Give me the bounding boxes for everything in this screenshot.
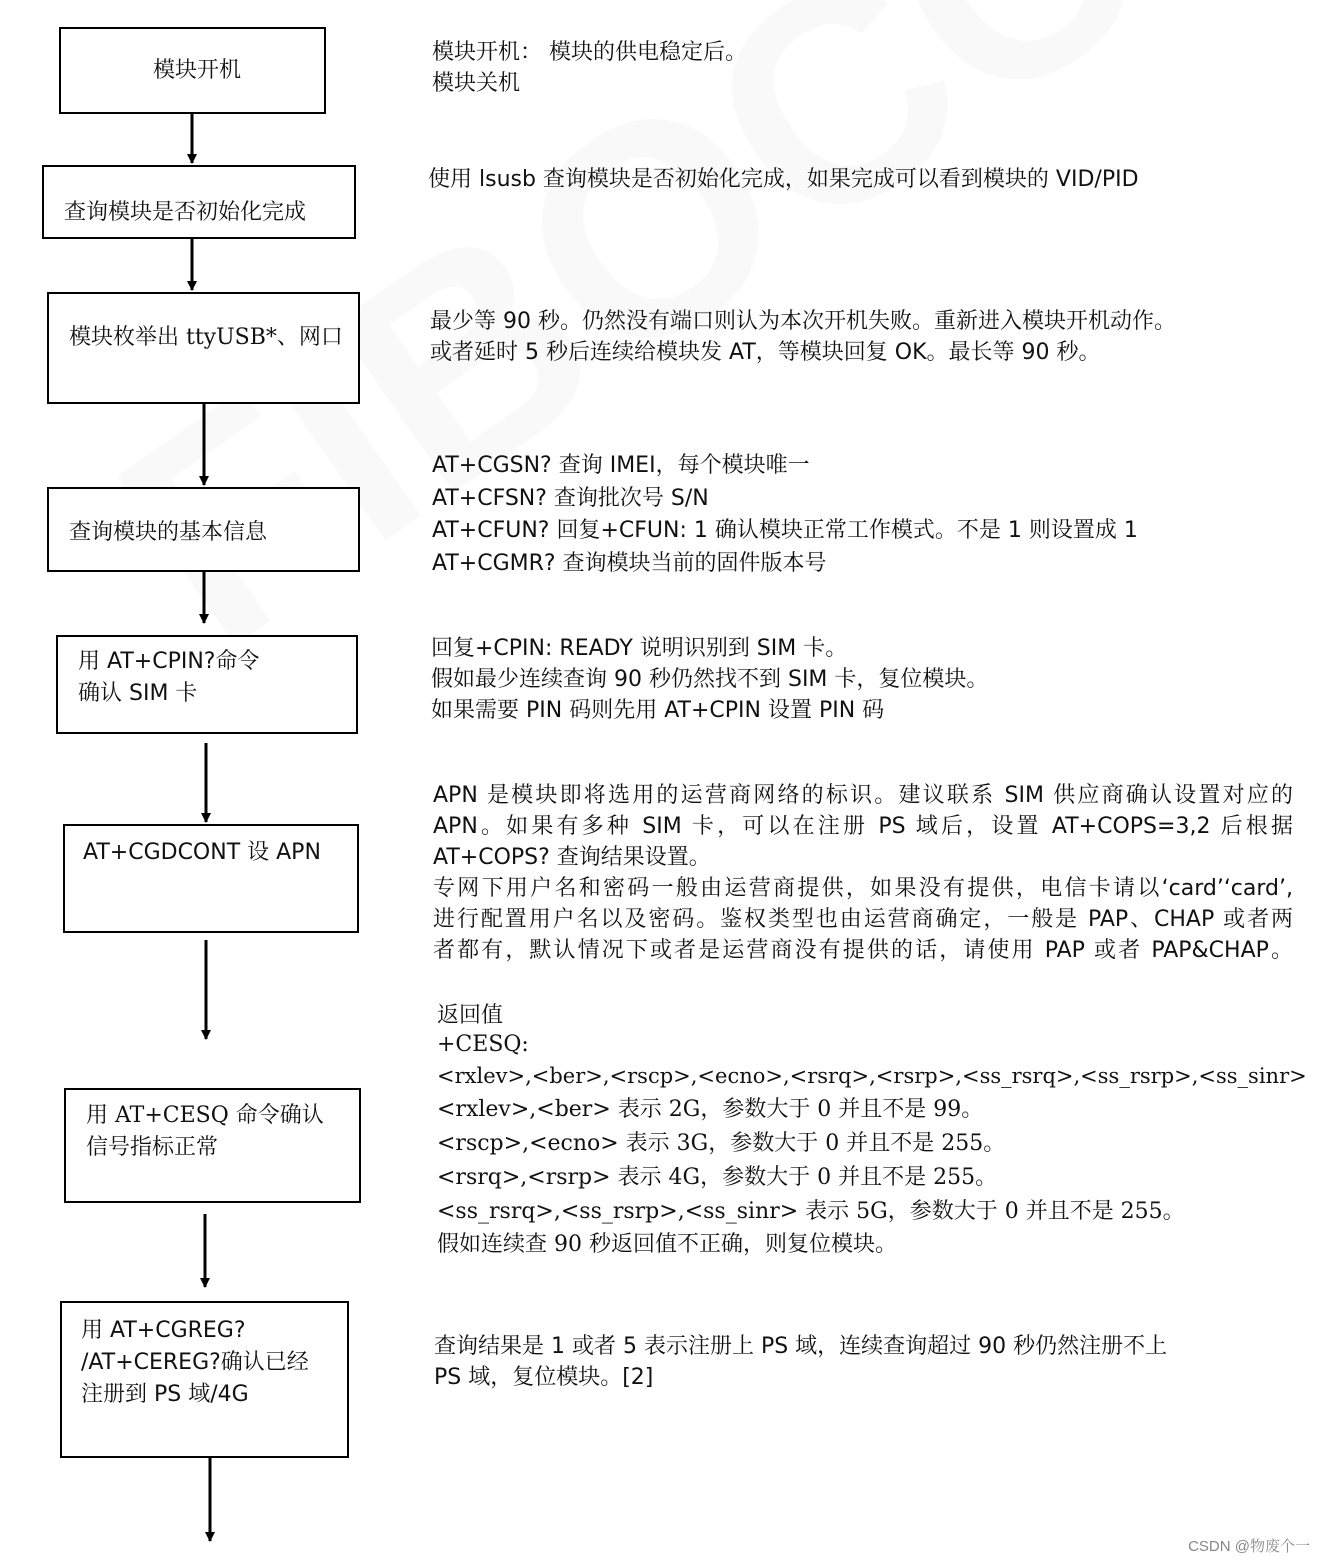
step-box-init-check bbox=[42, 165, 356, 239]
note-line: 最少等 90 秒。仍然没有端口则认为本次开机失败。重新进入模块开机动作。 bbox=[430, 309, 1176, 334]
step-box-signal-check bbox=[64, 1088, 361, 1203]
step-box-label: 查询模块是否初始化完成 bbox=[64, 200, 307, 225]
note-power-on bbox=[432, 37, 747, 99]
note-line: <rscp>,<ecno> 表示 3G，参数大于 0 并且不是 255。 bbox=[437, 1131, 1006, 1156]
step-box-label: 模块开机 bbox=[153, 58, 242, 83]
step-box-label: 确认 SIM 卡 bbox=[78, 681, 198, 706]
note-line: <rxlev>,<ber>,<rscp>,<ecno>,<rsrq>,<rsrp>,<ss_rsrq>,<ss_rsrp>,<ss_sinr> bbox=[437, 1064, 1307, 1088]
note-init-check bbox=[428, 164, 1139, 195]
note-line: 模块关机 bbox=[432, 71, 521, 96]
note-line: 者都有，默认情况下或者是运营商没有提供的话，请使用 PAP 或者 PAP&CHAP。 bbox=[433, 938, 1293, 963]
note-line: APN 是模块即将选用的运营商网络的标识。建议联系 SIM 供应商确认设置对应的 bbox=[433, 783, 1293, 808]
note-registration-check bbox=[434, 1331, 1167, 1393]
note-line: 如果需要 PIN 码则先用 AT+CPIN 设置 PIN 码 bbox=[431, 698, 885, 723]
note-line: AT+CFSN? 查询批次号 S/N bbox=[432, 485, 709, 511]
step-box-label: 用 AT+CGREG? bbox=[81, 1318, 246, 1343]
note-line: <rsrq>,<rsrp> 表示 4G，参数大于 0 并且不是 255。 bbox=[437, 1165, 998, 1190]
note-line: 进行配置用户名以及密码。鉴权类型也由运营商确定，一般是 PAP、CHAP 或者两 bbox=[433, 907, 1293, 932]
step-box-basic-info bbox=[47, 487, 360, 572]
note-line: AT+COPS? 查询结果设置。 bbox=[433, 845, 711, 870]
note-line: 回复+CPIN: READY 说明识别到 SIM 卡。 bbox=[431, 636, 848, 661]
note-line: 专网下用户名和密码一般由运营商提供，如果没有提供，电信卡请以‘card’‘card’, bbox=[433, 876, 1293, 901]
note-line: APN。如果有多种 SIM 卡，可以在注册 PS 域后，设置 AT+COPS=3,2 后根据 bbox=[433, 814, 1293, 839]
note-set-apn bbox=[433, 780, 1293, 966]
note-line: AT+CGSN? 查询 IMEI，每个模块唯一 bbox=[432, 453, 810, 478]
note-sim-check bbox=[431, 633, 988, 726]
note-line: 或者延时 5 秒后连续给模块发 AT，等模块回复 OK。最长等 90 秒。 bbox=[430, 340, 1101, 365]
note-line: 返回值 bbox=[437, 1003, 504, 1028]
step-box-label: 模块枚举出 ttyUSB*、网口 bbox=[69, 325, 343, 350]
note-line: AT+CGMR? 查询模块当前的固件版本号 bbox=[432, 550, 827, 576]
note-line: <rxlev>,<ber> 表示 2G，参数大于 0 并且不是 99。 bbox=[437, 1097, 984, 1122]
step-box-enumerate-ports bbox=[47, 292, 360, 404]
step-box-label: 信号指标正常 bbox=[86, 1135, 219, 1160]
note-line: 模块开机： 模块的供电稳定后。 bbox=[432, 40, 747, 65]
note-basic-info bbox=[432, 450, 1138, 580]
note-line: +CESQ: bbox=[437, 1032, 529, 1057]
step-box-label: /AT+CEREG?确认已经 bbox=[81, 1350, 309, 1375]
step-box-label: 注册到 PS 域/4G bbox=[81, 1382, 249, 1407]
note-signal-check bbox=[437, 1000, 1307, 1261]
step-box-label: 用 AT+CPIN?命令 bbox=[78, 649, 260, 674]
step-box-label: 用 AT+CESQ 命令确认 bbox=[86, 1103, 324, 1128]
credit-label: CSDN @物废个一 bbox=[1188, 1538, 1310, 1555]
note-line: 查询结果是 1 或者 5 表示注册上 PS 域，连续查询超过 90 秒仍然注册不上 bbox=[434, 1334, 1168, 1359]
note-line: <ss_rsrq>,<ss_rsrp>,<ss_sinr> 表示 5G，参数大于 0 并且不是 255。 bbox=[437, 1199, 1185, 1224]
step-box-label: AT+CGDCONT 设 APN bbox=[83, 840, 321, 865]
note-enumerate-ports bbox=[430, 306, 1176, 368]
step-box-power-on bbox=[59, 27, 326, 114]
step-box-set-apn bbox=[63, 824, 359, 933]
step-box-registration-check bbox=[60, 1301, 349, 1458]
note-line: AT+CFUN? 回复+CFUN: 1 确认模块正常工作模式。不是 1 则设置成 1 bbox=[432, 518, 1138, 543]
step-box-label: 查询模块的基本信息 bbox=[69, 520, 268, 545]
note-line: 假如最少连续查询 90 秒仍然找不到 SIM 卡，复位模块。 bbox=[431, 667, 989, 692]
note-line: 使用 lsusb 查询模块是否初始化完成，如果完成可以看到模块的 VID/PID bbox=[428, 167, 1139, 192]
note-line: 假如连续查 90 秒返回值不正确，则复位模块。 bbox=[437, 1232, 897, 1257]
note-line: PS 域，复位模块。[2] bbox=[434, 1365, 654, 1390]
step-box-sim-check bbox=[56, 635, 358, 734]
